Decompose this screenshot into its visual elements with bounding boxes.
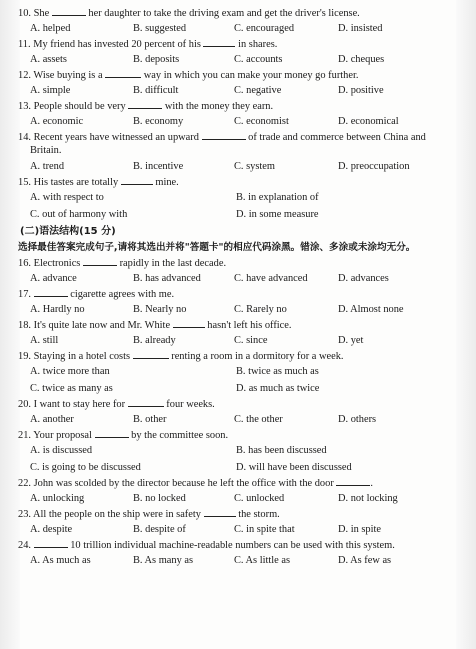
option-b: B. already	[133, 335, 176, 346]
answer-options	[18, 158, 466, 175]
question-11	[18, 37, 466, 68]
answer-blank	[105, 68, 141, 78]
option-a: A. despite	[30, 524, 73, 535]
answer-blank	[203, 37, 235, 47]
answer-options	[18, 206, 466, 223]
question-stem: 13. People should be very with the money they earn.	[18, 101, 274, 112]
option-b: B. suggested	[133, 23, 187, 34]
answer-blank	[34, 538, 68, 548]
option-c: C. out of harmony with	[30, 209, 128, 220]
answer-options	[18, 459, 466, 476]
option-a: A. helped	[30, 23, 71, 34]
question-stem: 14. Recent years have witnessed an upward of trade and commerce between China and	[18, 132, 426, 143]
option-b: B. has been discussed	[236, 445, 327, 456]
option-d: D. positive	[338, 85, 384, 96]
option-c: C. twice as many as	[30, 383, 113, 394]
option-d: D. others	[338, 414, 377, 425]
question-14	[18, 130, 466, 175]
option-d: D. advances	[338, 273, 389, 284]
question-stem: 15. His tastes are totally mine.	[18, 177, 179, 188]
option-b: B. Nearly no	[133, 304, 187, 315]
option-a: A. unlocking	[30, 493, 85, 504]
question-stem-continued: Britain.	[30, 145, 62, 156]
question-stem: 11. My friend has invested 20 percent of his in shares.	[18, 39, 278, 50]
option-d: D. will have been discussed	[236, 462, 352, 473]
option-d: D. preoccupation	[338, 161, 410, 172]
question-15	[18, 175, 466, 223]
answer-blank	[336, 476, 370, 486]
answer-options	[18, 189, 466, 206]
option-b: B. no locked	[133, 493, 186, 504]
question-22	[18, 476, 466, 507]
option-c: C. the other	[234, 414, 283, 425]
question-stem: 16. Electronics rapidly in the last decade.	[18, 258, 227, 269]
answer-blank	[83, 256, 117, 266]
question-stem: 21. Your proposal by the committee soon.	[18, 430, 229, 441]
question-stem: 20. I want to stay here for four weeks.	[18, 399, 215, 410]
option-d: D. Almost none	[338, 304, 404, 315]
answer-options	[18, 411, 466, 428]
option-a: A. with respect to	[30, 192, 104, 203]
option-b: B. other	[133, 414, 167, 425]
answer-options	[18, 363, 466, 380]
left-margin-shadow	[0, 0, 20, 649]
answer-options	[18, 380, 466, 397]
question-stem: 12. Wise buying is a way in which you can make your money go further.	[18, 70, 359, 81]
option-a: A. still	[30, 335, 59, 346]
option-a: A. As much as	[30, 555, 91, 566]
option-b: B. deposits	[133, 54, 180, 65]
question-12	[18, 68, 466, 99]
option-a: A. advance	[30, 273, 77, 284]
answer-options	[18, 332, 466, 349]
question-10	[18, 6, 466, 37]
option-b: B. difficult	[133, 85, 179, 96]
question-stem: 24. 10 trillion individual machine-readable numbers can be used with this system.	[18, 540, 395, 551]
answer-blank	[173, 318, 205, 328]
option-d: D. not locking	[338, 493, 398, 504]
question-stem: 23. All the people on the ship were in safety the storm.	[18, 509, 280, 520]
option-c: C. since	[234, 335, 268, 346]
option-c: C. have advanced	[234, 273, 308, 284]
option-b: B. in explanation of	[236, 192, 319, 203]
option-a: A. economic	[30, 116, 84, 127]
option-c: C. encouraged	[234, 23, 295, 34]
answer-blank	[128, 397, 164, 407]
question-24	[18, 538, 466, 569]
answer-blank	[52, 6, 86, 16]
option-a: A. Hardly no	[30, 304, 85, 315]
option-c: C. economist	[234, 116, 289, 127]
option-c: C. unlocked	[234, 493, 285, 504]
question-21	[18, 428, 466, 476]
option-b: B. incentive	[133, 161, 184, 172]
option-a: A. is discussed	[30, 445, 93, 456]
option-d: D. cheques	[338, 54, 385, 65]
question-stem: 17. cigarette agrees with me.	[18, 289, 175, 300]
answer-blank	[34, 287, 68, 297]
question-stem: 22. John was scolded by the director because he left the office with the door .	[18, 478, 373, 489]
answer-options	[18, 270, 466, 287]
option-d: D. yet	[338, 335, 364, 346]
question-stem: 19. Staying in a hotel costs renting a room in a dormitory for a week.	[18, 351, 344, 362]
option-a: A. assets	[30, 54, 67, 65]
section-title: (二)语法结构(15 分)	[20, 226, 116, 237]
option-a: A. another	[30, 414, 74, 425]
answer-options	[18, 82, 466, 99]
option-d: D. in some measure	[236, 209, 319, 220]
option-b: B. despite of	[133, 524, 186, 535]
option-a: A. trend	[30, 161, 65, 172]
option-b: B. has advanced	[133, 273, 201, 284]
option-c: C. in spite that	[234, 524, 295, 535]
question-20	[18, 397, 466, 428]
option-c: C. As little as	[234, 555, 290, 566]
option-d: D. as much as twice	[236, 383, 320, 394]
answer-options	[18, 51, 466, 68]
answer-blank	[204, 507, 236, 517]
question-19	[18, 349, 466, 397]
option-b: B. economy	[133, 116, 184, 127]
answer-options	[18, 521, 466, 538]
answer-options	[18, 20, 466, 37]
option-d: D. economical	[338, 116, 399, 127]
option-c: C. accounts	[234, 54, 283, 65]
option-a: A. simple	[30, 85, 71, 96]
question-18	[18, 318, 466, 349]
question-stem: 18. It's quite late now and Mr. White hasn't left his office.	[18, 320, 292, 331]
option-d: D. As few as	[338, 555, 392, 566]
section-instructions: 选择最佳答案完成句子,请将其选出并将"答题卡"的相应代码涂黑。错涂、多涂或未涂均无分。	[18, 242, 416, 253]
question-23	[18, 507, 466, 538]
answer-blank	[95, 428, 129, 438]
answer-blank	[128, 99, 162, 109]
question-17	[18, 287, 466, 318]
question-stem: 10. She her daughter to take the driving exam and get the driver's license.	[18, 8, 360, 19]
option-d: D. in spite	[338, 524, 382, 535]
option-b: B. twice as much as	[236, 366, 319, 377]
option-d: D. insisted	[338, 23, 383, 34]
option-c: C. system	[234, 161, 275, 172]
answer-blank	[202, 130, 246, 140]
question-16	[18, 256, 466, 287]
option-c: C. negative	[234, 85, 282, 96]
option-c: C. Rarely no	[234, 304, 287, 315]
answer-options	[18, 301, 466, 318]
answer-options	[18, 442, 466, 459]
answer-options	[18, 490, 466, 507]
answer-options	[18, 552, 466, 569]
option-a: A. twice more than	[30, 366, 110, 377]
exam-content	[18, 6, 466, 569]
answer-options	[18, 113, 466, 130]
answer-blank	[133, 349, 169, 359]
option-c: C. is going to be discussed	[30, 462, 141, 473]
option-b: B. As many as	[133, 555, 194, 566]
answer-blank	[121, 175, 153, 185]
question-13	[18, 99, 466, 130]
